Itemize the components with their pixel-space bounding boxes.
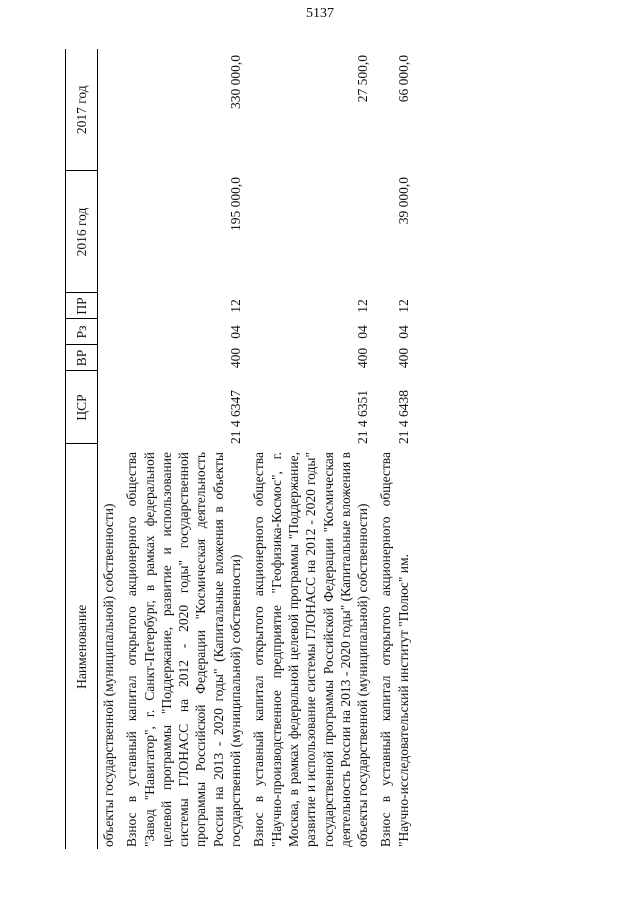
row-name: Взнос в уставный капитал открытого акционерного общества "Научно-исследовательский институт "Полюс" им. (378, 452, 411, 847)
budget-table (65, 49, 412, 849)
row-csr: 21 4 6351 (355, 390, 371, 444)
row-vr: 400 (355, 347, 371, 369)
header-rz: Рз (66, 319, 98, 345)
row-2017: 66 000,0 (396, 55, 412, 103)
table-header-row (66, 49, 98, 849)
row-pr: 12 (396, 299, 412, 313)
row-2016: 39 000,0 (396, 177, 412, 225)
row-csr: 21 4 6438 (396, 390, 412, 444)
row-name: Взнос в уставный капитал открытого акционерного общества "Завод "Навигатор", г. Санкт-Петербург, в рамках федеральной целевой программы "Поддержание, развитие и использование системы ГЛОНАСС на 2012 - 2020 годы" государственной программы Российской Федерации "Космическая деятельность России на 2013 - 2020 годы" (Капитальные вложения в объекты государственной (муниципальной) собственности) (124, 452, 244, 847)
row-rz: 04 (396, 325, 412, 339)
row-2017: 330 000,0 (228, 55, 244, 109)
table-row (98, 49, 118, 849)
row-csr (98, 371, 118, 444)
header-name: Наименование (66, 444, 98, 849)
page-number: 5137 (306, 6, 334, 21)
row-2016 (98, 171, 118, 293)
row-pr: 12 (355, 299, 371, 313)
table-row (371, 49, 412, 849)
header-pr: ПР (66, 293, 98, 319)
row-name: объекты государственной (муниципальной) собственности) (101, 503, 116, 847)
row-name: Взнос в уставный капитал открытого акционерного общества "Научно-производственное предприятие "Геофизика-Космос", г. Москва, в рамках федеральной целевой программы "Поддержание, развитие и использование системы ГЛОНАСС на 2012 - 2020 годы" государственной программы Российской Федерации "Космическая деятельность России на 2013 - 2020 годы" (Капитальные вложения в объекты государственной (муниципальной) собственности) (251, 452, 371, 847)
table-row (117, 49, 244, 849)
row-csr: 21 4 6347 (228, 390, 244, 444)
row-2017 (98, 49, 118, 171)
row-pr: 12 (228, 299, 244, 313)
table-row (244, 49, 371, 849)
rotated-page-content (65, 49, 575, 849)
row-rz: 04 (228, 325, 244, 339)
header-vr: ВР (66, 345, 98, 371)
row-2017: 27 500,0 (355, 55, 371, 103)
row-rz: 04 (355, 325, 371, 339)
header-csr: ЦСР (66, 371, 98, 444)
row-2016 (244, 171, 371, 293)
header-2017: 2017 год (66, 49, 98, 171)
row-vr (98, 345, 118, 371)
row-2016: 195 000,0 (228, 177, 244, 231)
header-2016: 2016 год (66, 171, 98, 293)
row-rz (98, 319, 118, 345)
row-pr (98, 293, 118, 319)
row-vr: 400 (228, 347, 244, 369)
row-vr: 400 (396, 347, 412, 369)
